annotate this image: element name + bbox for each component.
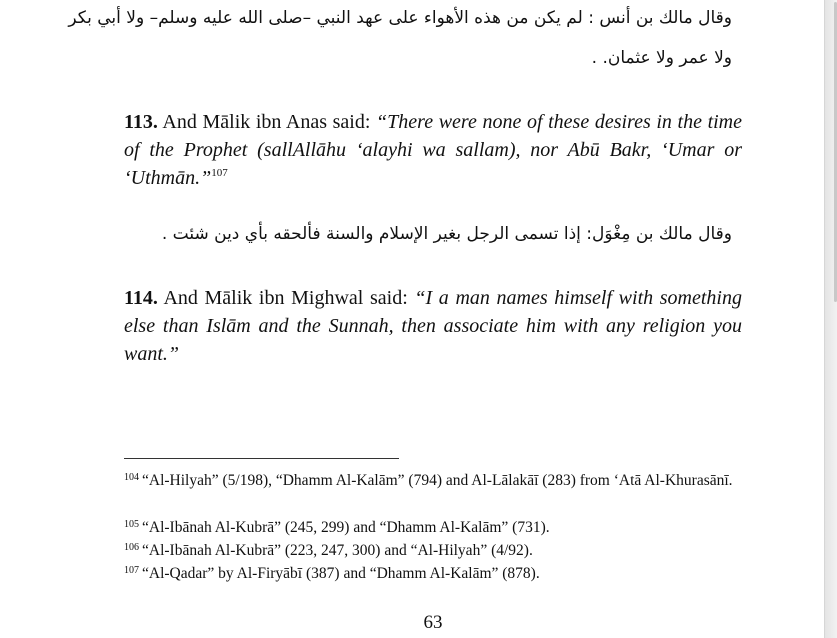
footnote-reference[interactable]: 107 <box>211 167 228 179</box>
footnote-text: “Al-Ibānah Al-Kubrā” (223, 247, 300) and “Al-Hilyah” (4/92). <box>142 542 533 559</box>
footnote-number: 107 <box>124 565 139 576</box>
footnote-text: “Al-Ibānah Al-Kubrā” (245, 299) and “Dhamm Al-Kalām” (731). <box>142 519 550 536</box>
footnote-separator <box>124 458 399 459</box>
paragraph-number: 114. <box>124 287 158 309</box>
paragraph-number: 113. <box>124 111 158 133</box>
paragraph-113 <box>124 108 742 192</box>
footnote-number: 106 <box>124 542 139 553</box>
footnote-106 <box>124 540 744 562</box>
paragraph-quote: “I a man names himself with something else than Islām and the Sunnah, then associate him with any religion you want.” <box>124 287 742 365</box>
paragraph-lead: And Mālik ibn Anas said: <box>157 111 377 133</box>
viewer-edge <box>824 0 837 638</box>
footnote-number: 104 <box>124 472 139 483</box>
footnote-text: “Al-Qadar” by Al-Firyābī (387) and “Dhamm Al-Kalām” (878). <box>142 565 540 582</box>
arabic-text-line-1: وقال مالك بن أنس : لم يكن من هذه الأهواء على عهد النبي –صلى الله عليه وسلم– ولا أبي بكر <box>68 8 732 28</box>
arabic-text-line-3: وقال مالك بن مِغْوَل: إذا تسمى الرجل بغير الإسلام والسنة فألحقه بأي دين شئت . <box>161 224 732 244</box>
footnote-number: 105 <box>124 519 139 530</box>
footnote-text: “Al-Hilyah” (5/198), “Dhamm Al-Kalām” (794) and Al-Lālakāī (283) from ‘Atā Al-Khurasānī. <box>142 472 733 489</box>
footnote-105 <box>124 517 744 539</box>
footnote-107 <box>124 563 744 585</box>
page-number: 63 <box>423 612 443 633</box>
paragraph-114 <box>124 284 742 368</box>
arabic-text-line-2: ولا عمر ولا عثمان. . <box>591 48 732 68</box>
paragraph-lead: And Mālik ibn Mighwal said: <box>157 287 415 309</box>
paragraph-quote: “There were none of these desires in the time of the Prophet (sallAllāhu ‘alayhi wa sallam), nor Abū Bakr, ‘Umar or ‘Uthmān.” <box>124 111 743 189</box>
footnote-104 <box>124 470 744 492</box>
